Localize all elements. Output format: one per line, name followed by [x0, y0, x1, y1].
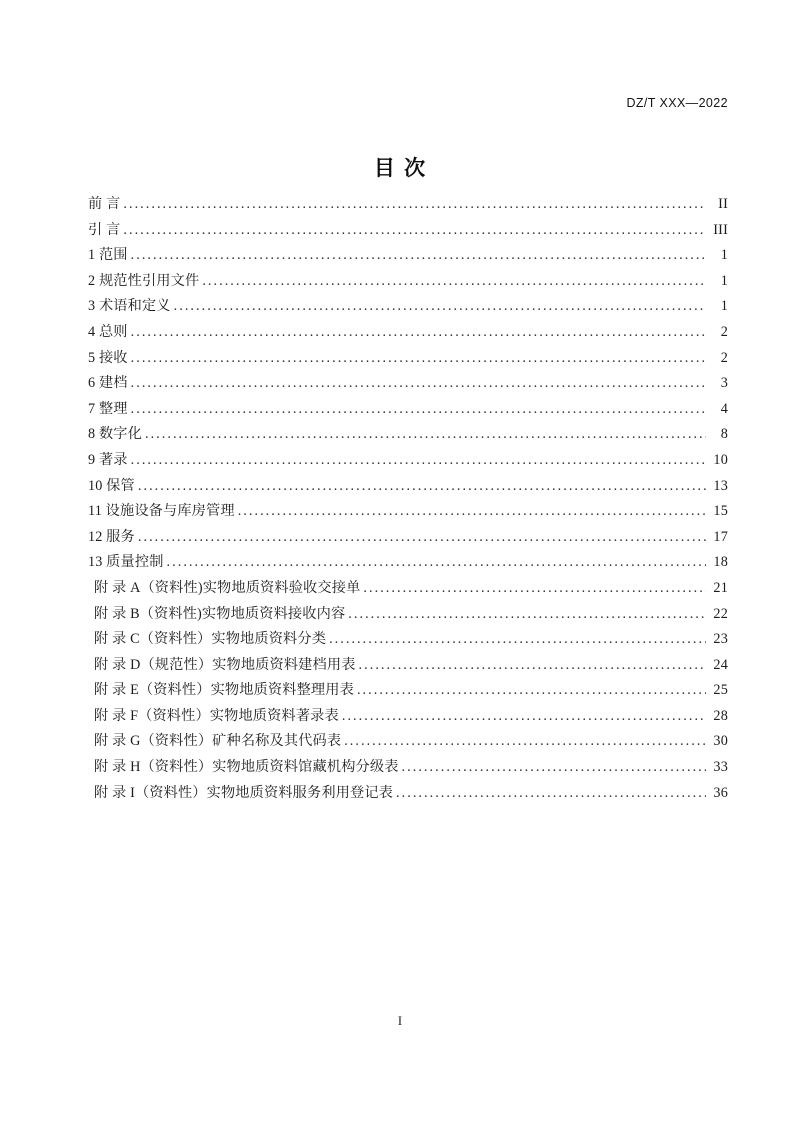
toc-entry-page-number: 25 — [713, 682, 728, 699]
toc-entry[interactable] — [88, 729, 728, 755]
toc-entry-label: 前 言 — [88, 196, 121, 212]
toc-entry[interactable] — [88, 192, 728, 218]
toc-entry[interactable] — [88, 755, 728, 781]
toc-dot-leader — [131, 346, 706, 372]
toc-entry[interactable] — [88, 371, 728, 397]
toc-entry-page-number: 2 — [720, 323, 728, 340]
toc-dot-leader — [342, 704, 706, 730]
toc-entry-label: 附 录 H（资料性）实物地质资料馆藏机构分级表 — [94, 759, 399, 776]
toc-dot-leader — [363, 576, 706, 602]
toc-entry[interactable] — [88, 218, 728, 244]
toc-entry[interactable] — [88, 346, 728, 372]
toc-entry-page-number: 15 — [713, 503, 728, 520]
toc-entry[interactable] — [88, 576, 728, 602]
toc-entry-label: 附 录 B（资料性)实物地质资料接收内容 — [94, 605, 346, 622]
toc-entry-label: 6 建档 — [88, 375, 128, 392]
toc-entry-page-number: 1 — [720, 247, 728, 264]
toc-entry[interactable] — [88, 602, 728, 628]
toc-entry-label: 附 录 I（资料性）实物地质资料服务利用登记表 — [94, 784, 394, 801]
table-of-contents — [88, 192, 728, 806]
toc-entry[interactable] — [88, 678, 728, 704]
toc-entry-page-number: 28 — [713, 707, 728, 724]
toc-entry-label: 11 设施设备与库房管理 — [88, 503, 235, 520]
toc-dot-leader — [145, 422, 706, 448]
toc-entry-label: 附 录 A（资料性)实物地质资料验收交接单 — [94, 579, 361, 596]
toc-entry-label: 7 整理 — [88, 400, 128, 417]
toc-entry-label: 2 规范性引用文件 — [88, 272, 200, 289]
toc-entry-page-number: 10 — [713, 451, 728, 468]
toc-dot-leader — [167, 550, 706, 576]
toc-entry[interactable] — [88, 499, 728, 525]
toc-dot-leader — [138, 474, 706, 500]
footer-page-number: I — [397, 1014, 403, 1028]
toc-entry[interactable] — [88, 448, 728, 474]
toc-dot-leader — [359, 653, 706, 679]
toc-entry-page-number: 22 — [713, 605, 728, 622]
toc-entry[interactable] — [88, 243, 728, 269]
toc-entry[interactable] — [88, 422, 728, 448]
toc-entry[interactable] — [88, 781, 728, 807]
page-title: 目 次 — [373, 156, 427, 180]
toc-entry-label: 8 数字化 — [88, 426, 142, 443]
toc-entry-label: 引 言 — [88, 221, 121, 238]
toc-dot-leader — [329, 627, 706, 653]
toc-entry-page-number: 8 — [720, 426, 728, 443]
toc-dot-leader — [131, 243, 706, 269]
toc-entry-page-number: 18 — [713, 554, 728, 571]
standard-number-header: DZ/T XXX—2022 — [626, 96, 728, 110]
toc-dot-leader — [131, 320, 706, 346]
toc-entry-label: 附 录 D（规范性）实物地质资料建档用表 — [94, 656, 356, 673]
toc-entry-label: 附 录 C（资料性）实物地质资料分类 — [94, 631, 327, 648]
toc-dot-leader — [131, 397, 706, 423]
toc-dot-leader — [238, 499, 706, 525]
toc-entry-label: 附 录 G（资料性）矿种名称及其代码表 — [94, 733, 342, 750]
toc-entry-page-number: 17 — [713, 528, 728, 545]
toc-entry-page-number: 36 — [713, 784, 728, 801]
toc-dot-leader — [123, 192, 706, 218]
toc-entry-label: 10 保管 — [88, 477, 135, 494]
toc-entry-page-number: 24 — [713, 656, 728, 673]
toc-entry[interactable] — [88, 653, 728, 679]
toc-entry-label: 4 总则 — [88, 323, 128, 340]
toc-entry-page-number: 30 — [713, 733, 728, 750]
toc-entry[interactable] — [88, 320, 728, 346]
toc-dot-leader — [348, 602, 706, 628]
toc-entry-page-number: 13 — [713, 477, 728, 494]
toc-entry[interactable] — [88, 474, 728, 500]
toc-entry-page-number: 1 — [720, 272, 728, 289]
toc-entry[interactable] — [88, 525, 728, 551]
toc-entry[interactable] — [88, 550, 728, 576]
toc-entry[interactable] — [88, 704, 728, 730]
toc-dot-leader — [357, 678, 706, 704]
toc-entry-page-number: 21 — [713, 579, 728, 596]
toc-dot-leader — [344, 729, 706, 755]
toc-entry-page-number: III — [713, 221, 728, 238]
toc-dot-leader — [131, 371, 706, 397]
toc-entry-page-number: 3 — [720, 375, 728, 392]
toc-entry-page-number: 1 — [720, 298, 728, 315]
toc-entry-page-number: 33 — [713, 759, 728, 776]
toc-entry-page-number: 23 — [713, 631, 728, 648]
toc-entry-page-number: II — [718, 196, 728, 212]
toc-entry-page-number: 4 — [720, 400, 728, 417]
toc-dot-leader — [131, 448, 706, 474]
toc-dot-leader — [174, 294, 706, 320]
toc-dot-leader — [396, 781, 706, 807]
toc-entry[interactable] — [88, 397, 728, 423]
toc-entry-label: 12 服务 — [88, 528, 135, 545]
toc-entry-label: 附 录 F（资料性）实物地质资料著录表 — [94, 707, 339, 724]
toc-entry-label: 附 录 E（资料性）实物地质资料整理用表 — [94, 682, 354, 699]
toc-dot-leader — [123, 218, 706, 244]
toc-entry-page-number: 2 — [720, 349, 728, 366]
toc-entry-label: 13 质量控制 — [88, 554, 164, 571]
toc-entry[interactable] — [88, 294, 728, 320]
toc-entry-label: 9 著录 — [88, 451, 128, 468]
toc-entry-label: 1 范围 — [88, 247, 128, 264]
toc-entry-label: 3 术语和定义 — [88, 298, 171, 315]
toc-entry[interactable] — [88, 627, 728, 653]
toc-entry-label: 5 接收 — [88, 349, 128, 366]
toc-entry[interactable] — [88, 269, 728, 295]
toc-dot-leader — [138, 525, 706, 551]
toc-dot-leader — [402, 755, 706, 781]
toc-dot-leader — [202, 269, 706, 295]
